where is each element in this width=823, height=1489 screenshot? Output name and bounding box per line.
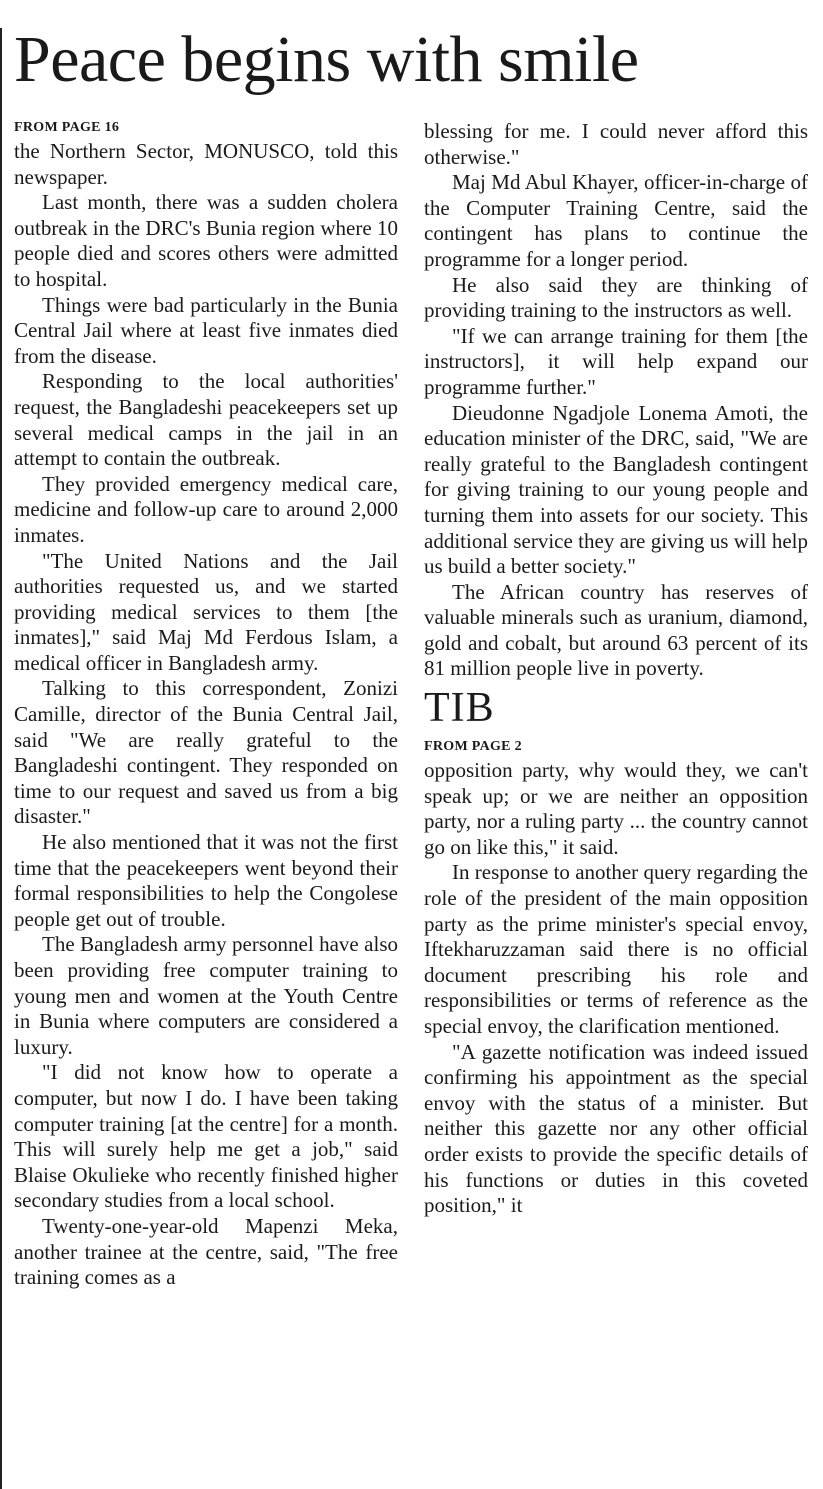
left-column xyxy=(14,119,398,1291)
article-paragraph: Maj Md Abul Khayer, officer-in-charge of the Computer Training Centre, said the contingent has plans to continue the programme for a longer period. xyxy=(424,170,808,271)
continued-from-kicker: FROM PAGE 16 xyxy=(14,120,120,135)
right-column xyxy=(424,119,808,1219)
article-paragraph: Talking to this correspondent, Zonizi Camille, director of the Bunia Central Jail, said "We are really grateful to the Bangladeshi contingent. They responded on time to our request and saved us from a big disaster." xyxy=(14,676,398,829)
article-paragraph: the Northern Sector, MONUSCO, told this newspaper. xyxy=(14,139,398,189)
article-paragraph: He also said they are thinking of providing training to the instructors as well. xyxy=(424,272,808,323)
headline: Peace begins with smile xyxy=(14,23,639,96)
article-paragraph: The Bangladesh army personnel have also been providing free computer training to young men and women at the Youth Centre in Bunia where computers are considered a luxury. xyxy=(14,932,398,1059)
article-paragraph: Dieudonne Ngadjole Lonema Amoti, the education minister of the DRC, said, "We are really grateful to the Bangladesh contingent for giving training to our young people and turning them into assets for our society. This additional service they are giving us will help us build a better society." xyxy=(424,400,808,579)
article-paragraph: Responding to the local authorities' request, the Bangladeshi peacekeepers set up several medical camps in the jail in an attempt to contain the outbreak. xyxy=(14,369,398,471)
article-paragraph: Last month, there was a sudden cholera outbreak in the DRC's Bunia region where 10 people died and scores others were admitted to hospital. xyxy=(14,190,398,291)
article-paragraph: The African country has reserves of valuable minerals such as uranium, diamond, gold and cobalt, but around 63 percent of its 81 million people live in poverty. xyxy=(424,579,808,681)
article-paragraph: "I did not know how to operate a computer, but now I do. I have been taking computer training [at the centre] for a month. This will surely help me get a job," said Blaise Okulieke who recently finished higher secondary studies from a local school. xyxy=(14,1060,398,1213)
article-paragraph: They provided emergency medical care, medicine and follow-up care to around 2,000 inmates. xyxy=(14,471,398,547)
tib-section-title: TIB xyxy=(424,685,495,732)
article-paragraph: Twenty-one-year-old Mapenzi Meka, another trainee at the centre, said, "The free training comes as a xyxy=(14,1213,398,1290)
tib-paragraph: "A gazette notification was indeed issued confirming his appointment as the special envoy with the status of a minister. But neither this gazette nor any other official order exists to provide the specific details of his functions or duties in this coveted position," it xyxy=(424,1039,808,1218)
article-paragraph: Things were bad particularly in the Bunia Central Jail where at least five inmates died from the disease. xyxy=(14,292,398,368)
article-paragraph: blessing for me. I could never afford this otherwise." xyxy=(424,119,808,169)
article-paragraph: "If we can arrange training for them [the instructors], it will help expand our programme further." xyxy=(424,323,808,399)
tib-paragraph: opposition party, why would they, we can't speak up; or we are neither an opposition party, nor a ruling party ... the country cannot go on like this," it said. xyxy=(424,758,808,859)
continued-from-kicker: FROM PAGE 2 xyxy=(424,739,522,755)
tib-paragraph: In response to another query regarding the role of the president of the main opposition party as the prime minister's special envoy, Iftekharuzzaman said there is no official document prescribing his role and responsibilities or terms of reference as the special envoy, the clarification mentioned. xyxy=(424,860,808,1038)
article-paragraph: "The United Nations and the Jail authorities requested us, and we started providing medical services to them [the inmates]," said Maj Md Ferdous Islam, a medical officer in Bangladesh army. xyxy=(14,548,398,675)
column-rule xyxy=(0,28,2,1489)
article-paragraph: He also mentioned that it was not the first time that the peacekeepers went beyond their formal responsibilities to help the Congolese people get out of trouble. xyxy=(14,830,398,931)
